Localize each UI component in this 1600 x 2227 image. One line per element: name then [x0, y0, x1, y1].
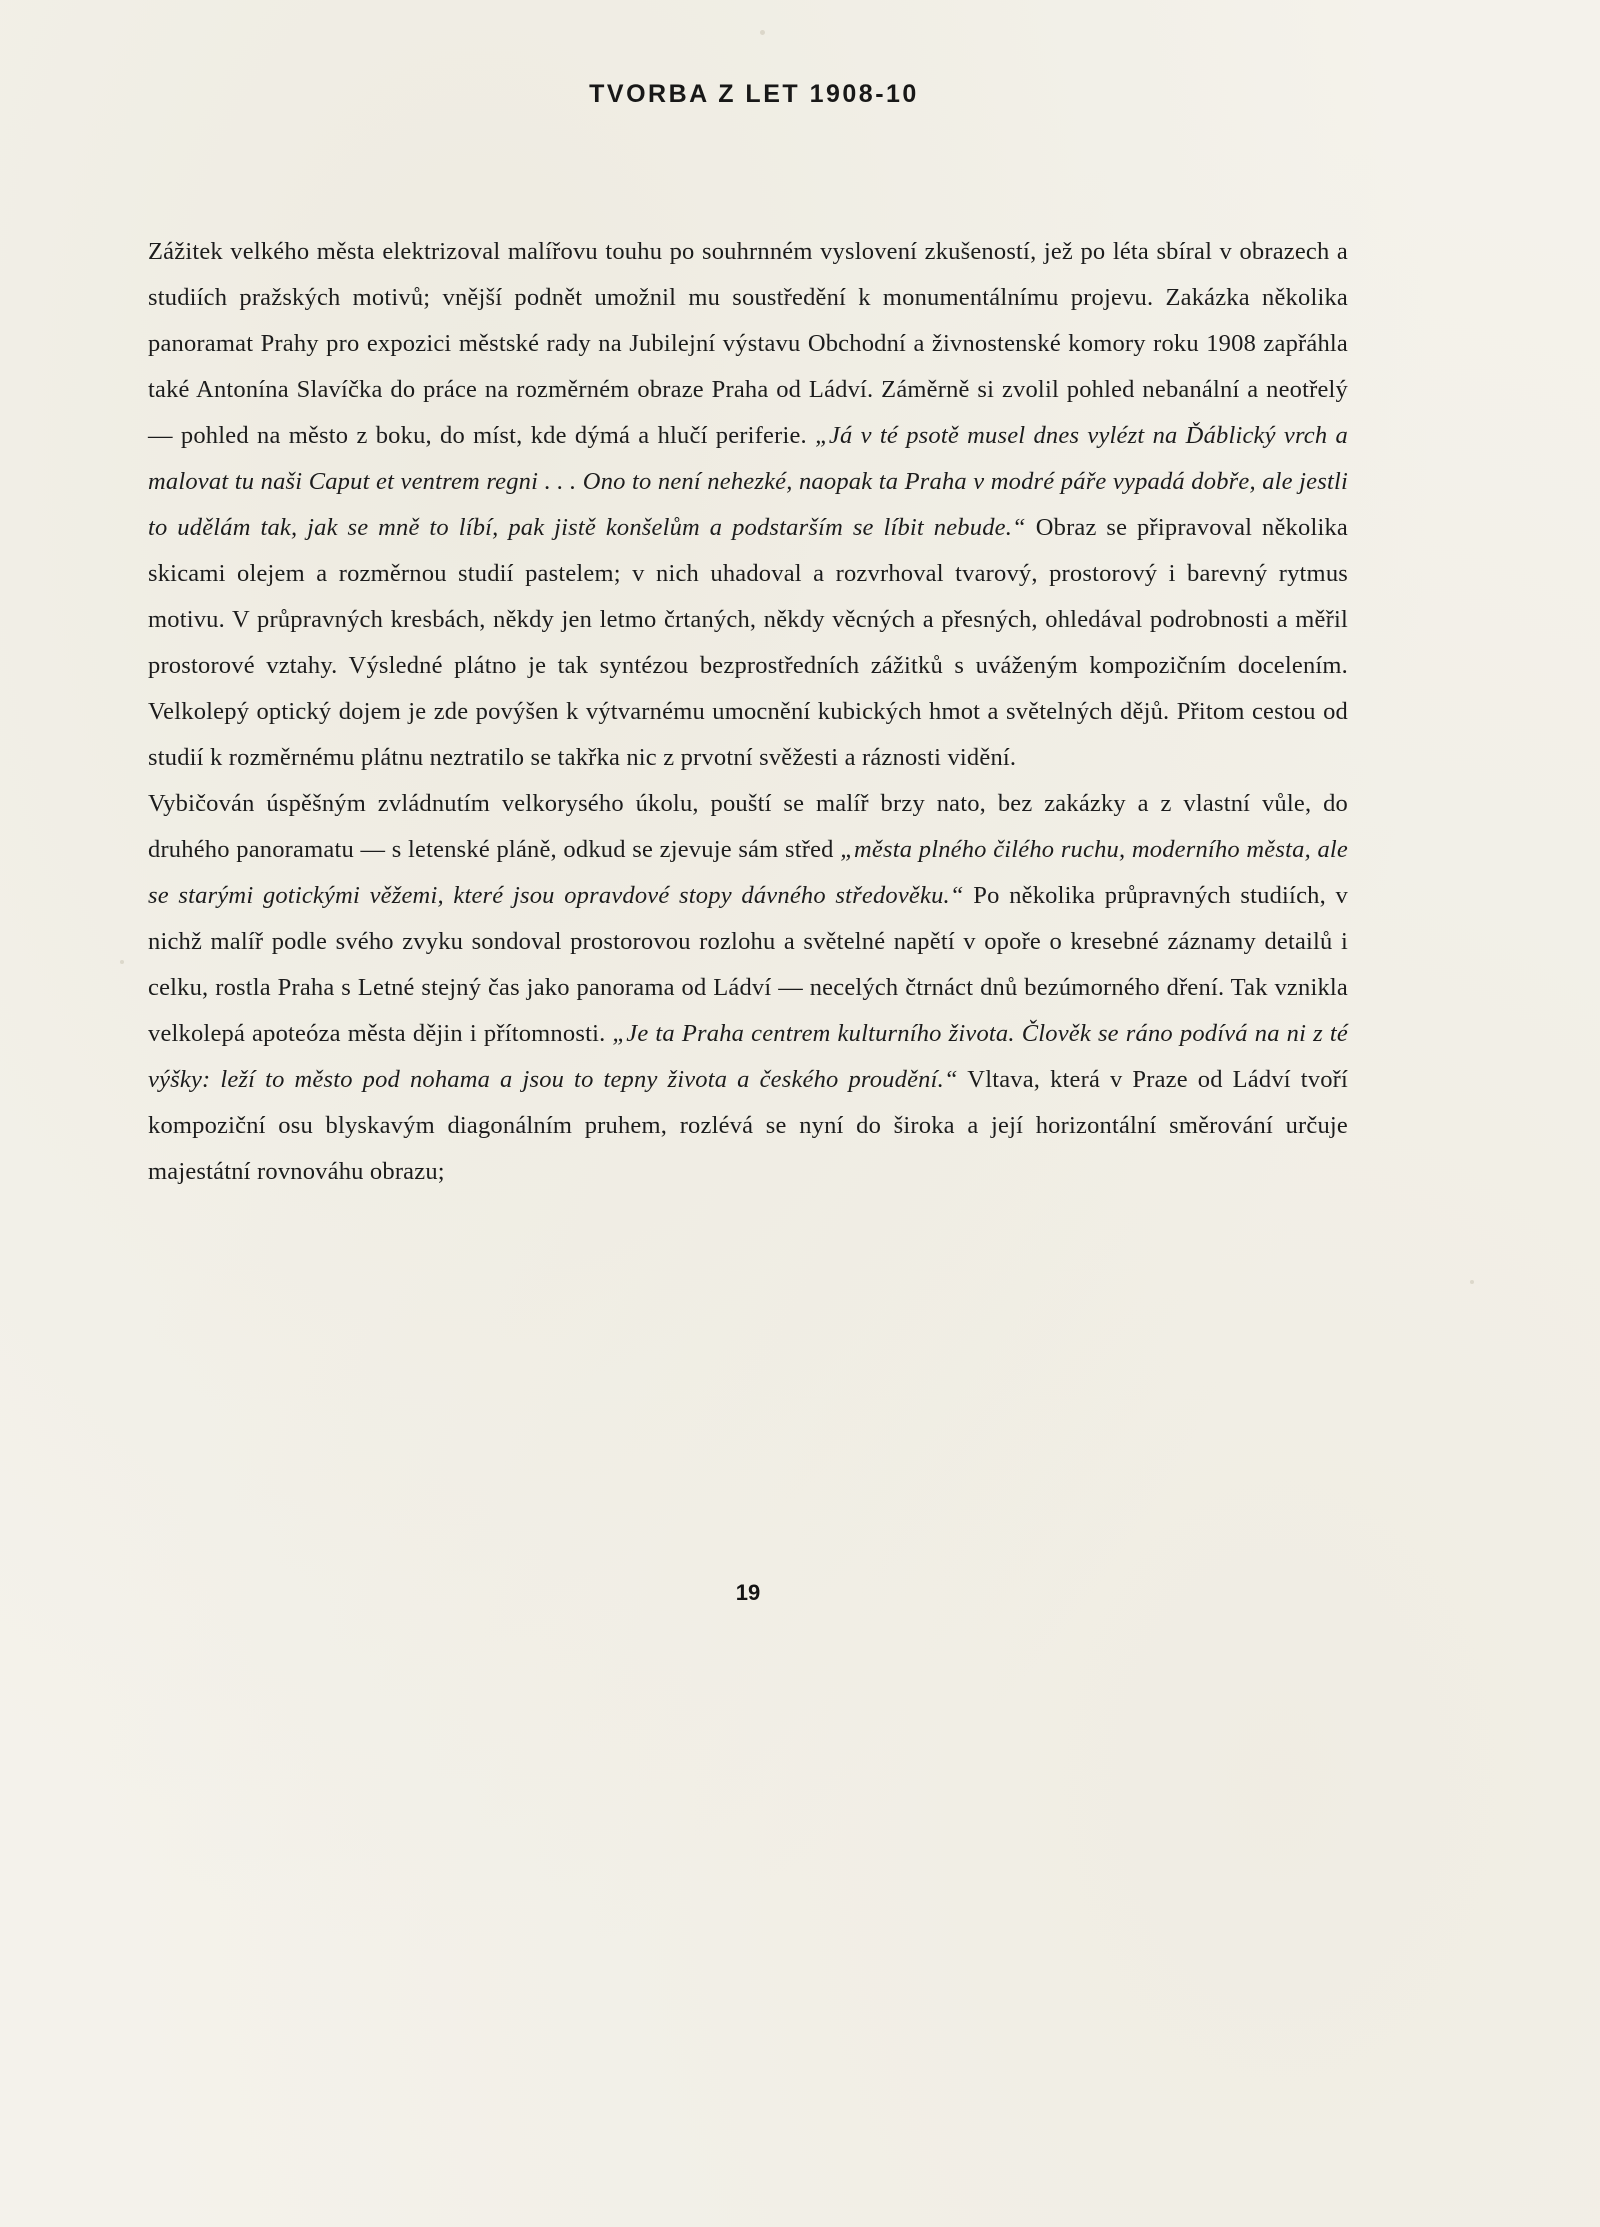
text-run-roman: Vybičován úspěšným zvládnutím velkorysého úkolu, pouští se malíř brzy nato, bez zakázky a z vlastní vůle, do druhého panoramatu — s letenské pláně, odkud se zjevuje sám střed	[148, 790, 1348, 863]
paper-speck	[760, 30, 765, 35]
paper-speck	[1470, 1280, 1474, 1284]
page-content	[148, 80, 1349, 1605]
text-run-roman: Vltava, která v Praze od Ládví tvoří kompoziční osu blyskavým diagonálním pruhem, rozlévá se nyní do široka a její horizontální směrování určuje majestátní rovnováhu obrazu;	[148, 1066, 1349, 1185]
paragraph-2	[148, 781, 1348, 1195]
text-run-italic-quote: „Já v té psotě musel dnes vylézt na Ďáblický vrch a malovat tu naši Caput et ventrem regni . . . Ono to není nehezké, naopak ta Praha v modré páře vypadá dobře, ale jestli to udělám tak, jak se mně to líbí, pak jistě konšelům a podstarším se líbit nebude.“	[148, 422, 1348, 541]
text-run-roman: Po několika průpravných studiích, v nichž malíř podle svého zvyku sondoval prostorovou rozlohu a světelné napětí v opoře o kresebné záznamy detailů i celku, rostla Praha s Letné stejný čas jako panorama od Ládví — necelých čtrnáct dnů bezúmorného dření. Tak vznikla velkolepá apoteóza města dějin i přítomnosti.	[148, 882, 1348, 1047]
page-number: 19	[735, 1580, 761, 1605]
text-run-italic-quote: „města plného čilého ruchu, moderního města, ale se starými gotickými věžemi, které jsou opravdové stopy dávného středověku.“	[148, 836, 1348, 909]
text-run-roman: Zážitek velkého města elektrizoval malířovu touhu po souhrnném vyslovení zkušeností, jež po léta sbíral v obrazech a studiích pražských motivů; vnější podnět umožnil mu soustředění k monumentálnímu projevu. Zakázka několika panoramat Prahy pro expozici městské rady na Jubilejní výstavu Obchodní a živnostenské komory roku 1908 zapřáhla také Antonína Slavíčka do práce na rozměrném obraze Praha od Ládví. Záměrně si zvolil pohled nebanální a neotřelý — pohled na město z boku, do míst, kde dýmá a hlučí periferie.	[148, 238, 1348, 449]
text-run-italic-quote: „Je ta Praha centrem kulturního života. Člověk se ráno podívá na ni z té výšky: leží to město pod nohama a jsou to tepny života a českého proudění.“	[148, 1020, 1348, 1093]
text-run-roman: Obraz se připravoval několika skicami olejem a rozměrnou studií pastelem; v nich uhadoval a rozvrhoval tvarový, prostorový i barevný rytmus motivu. V průpravných kresbách, někdy jen letmo črtaných, někdy věcných a přesných, ohledával podrobnosti a měřil prostorové vztahy. Výsledné plátno je tak syntézou bezprostředních zážitků s uváženým kompozičním docelením. Velkolepý optický dojem je zde povýšen k výtvarnému umocnění kubických hmot a světelných dějů. Přitom cestou od studií k rozměrnému plátnu neztratilo se takřka nic z prvotní svěžesti a ráznosti vidění.	[148, 514, 1348, 771]
paragraph-1	[148, 229, 1348, 781]
paper-speck	[120, 960, 124, 964]
body-text-block	[148, 229, 1348, 1195]
running-head: TVORBA Z LET 1908-10	[589, 80, 919, 108]
